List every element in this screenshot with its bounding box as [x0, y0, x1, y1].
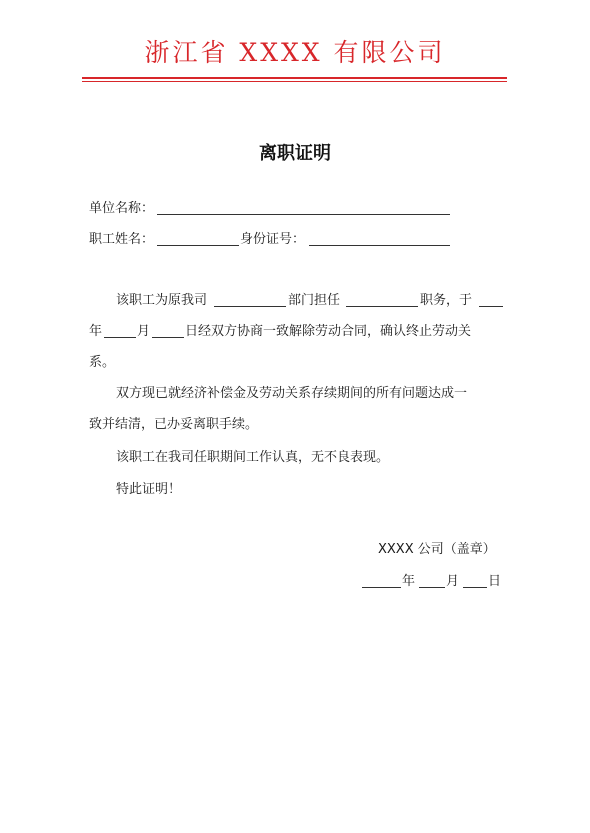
sign-year-label: 年 [402, 574, 416, 589]
letterhead-company-name: 浙江省 XXXX 有限公司 [144, 38, 446, 67]
position-blank[interactable] [346, 306, 418, 307]
sign-month-label: 月 [446, 574, 460, 589]
body-p1-text-a: 该职工为原我司 [116, 293, 208, 308]
body-p4: 特此证明！ [116, 482, 182, 497]
employee-name-blank[interactable] [157, 245, 239, 246]
sign-day-label: 日 [488, 574, 502, 589]
month-blank[interactable] [104, 337, 136, 338]
body-p2-line-1: 双方现已就经济补偿金及劳动关系存续期间的所有问题达成一 [116, 386, 468, 401]
sign-month-blank[interactable] [419, 587, 445, 588]
day-blank[interactable] [152, 337, 184, 338]
body-p2-line-2: 致并结清，已办妥离职手续。 [89, 417, 259, 432]
letterhead-rule-thin [82, 81, 507, 82]
unit-name-blank[interactable] [157, 214, 450, 215]
unit-name-label: 单位名称： [89, 201, 155, 216]
body-p1-text-c: 职务，于 [420, 293, 473, 308]
body-p1-text-d: 年 [89, 324, 103, 339]
document-title: 离职证明 [259, 143, 331, 164]
id-number-label: 身份证号： [240, 232, 306, 247]
employee-name-label: 职工姓名： [89, 232, 155, 247]
body-p3: 该职工在我司任职期间工作认真，无不良表现。 [116, 450, 390, 465]
letterhead-rule-thick [82, 77, 507, 79]
year-blank-start[interactable] [479, 306, 503, 307]
body-p1-text-b: 部门担任 [288, 293, 341, 308]
sign-year-blank[interactable] [362, 587, 401, 588]
body-p1-text-f: 日经双方协商一致解除劳动合同，确认终止劳动关 [185, 324, 472, 339]
company-seal-line: XXXX 公司（盖章） [378, 542, 496, 557]
body-p1-text-e: 月 [137, 324, 151, 339]
id-number-blank[interactable] [309, 245, 450, 246]
sign-day-blank[interactable] [463, 587, 487, 588]
body-p1-text-g: 系。 [89, 355, 116, 370]
department-blank[interactable] [214, 306, 286, 307]
